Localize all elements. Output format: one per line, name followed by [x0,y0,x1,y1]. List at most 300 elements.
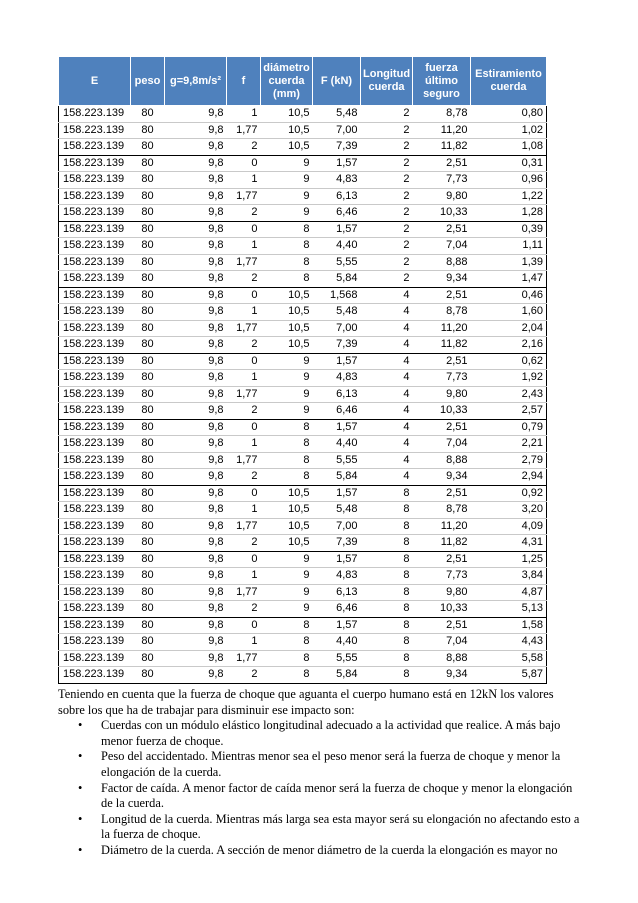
table-cell: 8 [361,601,413,618]
table-cell: 6,46 [313,205,361,222]
table-cell: 9,8 [165,353,227,370]
table-cell: 1,08 [471,139,547,156]
table-cell: 1,77 [227,650,261,667]
table-cell: 9,34 [413,667,471,684]
table-cell: 158.223.139 [59,502,131,519]
table-cell: 4 [361,469,413,486]
list-item-text: Peso del accidentado. Mientras menor sea el peso menor será la fuerza de choque y menor la elongación de la cuerda. [101,749,561,779]
table-cell: 8 [261,419,313,436]
table-cell: 5,84 [313,271,361,288]
table-row [59,584,547,601]
table-row [59,650,547,667]
table-cell: 8 [261,634,313,651]
list-item [58,718,582,749]
table-cell: 11,20 [413,518,471,535]
table-cell: 2 [361,271,413,288]
table-cell: 158.223.139 [59,172,131,189]
table-cell: 4 [361,320,413,337]
table-cell: 9,8 [165,155,227,172]
table-cell: 10,5 [261,320,313,337]
table-cell: 1,57 [313,485,361,502]
table-cell: 9,34 [413,271,471,288]
table-cell: 9,8 [165,370,227,387]
list-item [58,749,582,780]
table-cell: 9 [261,155,313,172]
table-cell: 4 [361,403,413,420]
table-cell: 9,8 [165,386,227,403]
table-cell: 1,77 [227,452,261,469]
table-cell: 2,51 [413,551,471,568]
table-cell: 0 [227,419,261,436]
table-cell: 2,51 [413,221,471,238]
table-cell: 158.223.139 [59,221,131,238]
table-cell: 0 [227,617,261,634]
table-cell: 4,83 [313,172,361,189]
table-cell: 5,55 [313,254,361,271]
table-cell: 2,43 [471,386,547,403]
table-cell: 9,8 [165,320,227,337]
table-row [59,353,547,370]
table-cell: 8 [361,634,413,651]
table-cell: 8 [261,238,313,255]
table-cell: 8,88 [413,254,471,271]
table-cell: 2 [227,601,261,618]
header-fuerza: F (kN) [313,57,361,106]
table-row [59,502,547,519]
table-cell: 80 [131,386,165,403]
table-cell: 9,80 [413,584,471,601]
table-cell: 4,43 [471,634,547,651]
table-cell: 9,8 [165,221,227,238]
table-cell: 2 [361,188,413,205]
list-item-text: Longitud de la cuerda. Mientras más larga sea esta mayor será su elongación no afectando esto a la fuerza de choque. [101,811,580,842]
table-row [59,568,547,585]
table-cell: 7,00 [313,518,361,535]
table-cell: 7,00 [313,122,361,139]
table-cell: 80 [131,469,165,486]
table-cell: 0,31 [471,155,547,172]
table-cell: 158.223.139 [59,304,131,321]
table-cell: 10,5 [261,139,313,156]
table-cell: 8,78 [413,106,471,123]
table-cell: 0,39 [471,221,547,238]
list-item [58,781,582,812]
factor-list [58,718,582,858]
table-cell: 8 [261,667,313,684]
table-cell: 8,88 [413,650,471,667]
table-cell: 7,04 [413,634,471,651]
table-row [59,271,547,288]
table-cell: 1,57 [313,419,361,436]
table-cell: 1,92 [471,370,547,387]
table-cell: 9,8 [165,403,227,420]
table-cell: 80 [131,155,165,172]
table-cell: 80 [131,485,165,502]
table-cell: 9,8 [165,650,227,667]
table-cell: 1,77 [227,584,261,601]
table-cell: 0 [227,155,261,172]
table-cell: 1 [227,106,261,123]
table-cell: 158.223.139 [59,271,131,288]
table-cell: 1,57 [313,617,361,634]
table-cell: 1,77 [227,386,261,403]
table-cell: 158.223.139 [59,386,131,403]
table-cell: 2,79 [471,452,547,469]
list-item [58,843,582,859]
table-cell: 8 [361,650,413,667]
table-cell: 158.223.139 [59,601,131,618]
table-cell: 11,82 [413,337,471,354]
table-cell: 0,46 [471,287,547,304]
header-row [59,57,547,106]
table-cell: 2 [361,155,413,172]
table-cell: 158.223.139 [59,568,131,585]
header-longitud: Longitud cuerda [361,57,413,106]
table-row [59,485,547,502]
table-cell: 4,83 [313,568,361,585]
table-cell: 0,80 [471,106,547,123]
table-row [59,155,547,172]
table-row [59,634,547,651]
table-cell: 1,57 [313,353,361,370]
table-cell: 80 [131,139,165,156]
table-cell: 1,57 [313,221,361,238]
table-cell: 2 [361,238,413,255]
table-cell: 2,51 [413,353,471,370]
table-cell: 10,5 [261,287,313,304]
table-cell: 9,8 [165,535,227,552]
table-cell: 158.223.139 [59,617,131,634]
table-cell: 8 [361,568,413,585]
table-cell: 4,40 [313,634,361,651]
table-cell: 1,58 [471,617,547,634]
table-cell: 9,8 [165,568,227,585]
table-row [59,254,547,271]
table-cell: 5,48 [313,304,361,321]
table-cell: 9 [261,568,313,585]
table-cell: 1 [227,568,261,585]
table-cell: 7,04 [413,238,471,255]
table-row [59,122,547,139]
table-cell: 1,22 [471,188,547,205]
table-cell: 2,51 [413,617,471,634]
table-cell: 1,28 [471,205,547,222]
table-cell: 2,51 [413,419,471,436]
table-cell: 1,39 [471,254,547,271]
table-cell: 0,92 [471,485,547,502]
table-row [59,436,547,453]
table-cell: 2 [361,172,413,189]
table-cell: 11,20 [413,320,471,337]
table-cell: 2 [227,337,261,354]
table-cell: 10,5 [261,518,313,535]
table-row [59,469,547,486]
table-cell: 158.223.139 [59,469,131,486]
table-row [59,667,547,684]
table-cell: 2 [227,469,261,486]
table-cell: 9,8 [165,584,227,601]
table-cell: 6,13 [313,584,361,601]
table-cell: 80 [131,403,165,420]
table-cell: 5,84 [313,469,361,486]
table-cell: 80 [131,667,165,684]
table-row [59,172,547,189]
table-cell: 2 [227,139,261,156]
table-cell: 3,20 [471,502,547,519]
table-row [59,617,547,634]
table-cell: 9,8 [165,667,227,684]
table-cell: 8,88 [413,452,471,469]
table-cell: 80 [131,287,165,304]
table-cell: 9 [261,188,313,205]
table-cell: 158.223.139 [59,436,131,453]
bullet-icon: • [78,780,83,795]
table-cell: 1,25 [471,551,547,568]
table-cell: 9,8 [165,551,227,568]
table-cell: 2,16 [471,337,547,354]
table-cell: 8 [261,469,313,486]
table-cell: 0,96 [471,172,547,189]
table-cell: 80 [131,271,165,288]
table-cell: 9,8 [165,617,227,634]
table-row [59,304,547,321]
table-cell: 158.223.139 [59,485,131,502]
table-cell: 2 [227,205,261,222]
table-cell: 80 [131,205,165,222]
table-cell: 0 [227,485,261,502]
table-cell: 80 [131,353,165,370]
table-cell: 7,04 [413,436,471,453]
table-cell: 1,02 [471,122,547,139]
table-cell: 9,8 [165,469,227,486]
table-cell: 158.223.139 [59,650,131,667]
intro-paragraph: Teniendo en cuenta que la fuerza de choque que aguanta el cuerpo humano está en 12kN los valores sobre los que ha de trabajar para disminuir ese impacto son: [58,687,554,717]
table-cell: 8 [361,535,413,552]
table-cell: 2 [227,667,261,684]
table-cell: 8 [361,502,413,519]
table-cell: 158.223.139 [59,518,131,535]
table-cell: 9 [261,370,313,387]
table-cell: 158.223.139 [59,452,131,469]
table-cell: 1,77 [227,320,261,337]
table-cell: 10,5 [261,106,313,123]
table-cell: 5,87 [471,667,547,684]
header-peso: peso [131,57,165,106]
table-cell: 1,77 [227,254,261,271]
table-cell: 8 [361,667,413,684]
table-cell: 6,46 [313,403,361,420]
table-cell: 4,40 [313,238,361,255]
table-cell: 158.223.139 [59,139,131,156]
table-cell: 2 [227,535,261,552]
table-cell: 80 [131,535,165,552]
table-cell: 7,00 [313,320,361,337]
table-cell: 9,8 [165,634,227,651]
bullet-icon: • [78,718,83,733]
table-cell: 8 [261,254,313,271]
table-cell: 158.223.139 [59,287,131,304]
table-cell: 80 [131,634,165,651]
table-cell: 80 [131,617,165,634]
list-item-text: Cuerdas con un módulo elástico longitudinal adecuado a la actividad que realice. A más bajo menor fuerza de choque. [101,718,561,748]
table-cell: 80 [131,188,165,205]
table-cell: 1,57 [313,551,361,568]
table-cell: 2 [361,122,413,139]
table-cell: 8 [261,271,313,288]
rope-data-table [58,56,547,684]
table-row [59,139,547,156]
table-cell: 80 [131,568,165,585]
table-cell: 9,8 [165,419,227,436]
body-text [58,687,582,859]
header-g: g=9,8m/s² [165,57,227,106]
table-cell: 2 [361,221,413,238]
table-cell: 1,77 [227,188,261,205]
table-cell: 8,78 [413,304,471,321]
table-cell: 9,80 [413,188,471,205]
table-cell: 4 [361,386,413,403]
table-cell: 9 [261,205,313,222]
table-cell: 158.223.139 [59,320,131,337]
table-cell: 7,39 [313,535,361,552]
table-row [59,106,547,123]
table-cell: 10,33 [413,601,471,618]
table-row [59,386,547,403]
list-item-text: Factor de caída. A menor factor de caída menor será la fuerza de choque y menor la elongación de la cuerda. [101,780,573,811]
table-cell: 1,568 [313,287,361,304]
table-cell: 8 [361,584,413,601]
table-cell: 158.223.139 [59,188,131,205]
table-cell: 4,87 [471,584,547,601]
table-cell: 1,57 [313,155,361,172]
table-cell: 8 [361,485,413,502]
table-cell: 2 [227,403,261,420]
table-cell: 8 [261,617,313,634]
table-row [59,320,547,337]
table-cell: 2,04 [471,320,547,337]
table-cell: 0 [227,287,261,304]
table-cell: 158.223.139 [59,155,131,172]
table-cell: 10,33 [413,205,471,222]
table-cell: 2,51 [413,485,471,502]
table-cell: 158.223.139 [59,535,131,552]
table-cell: 9 [261,551,313,568]
table-cell: 9,8 [165,518,227,535]
table-cell: 9 [261,403,313,420]
table-cell: 0 [227,221,261,238]
table-cell: 6,13 [313,188,361,205]
table-cell: 8 [261,452,313,469]
table-cell: 9,8 [165,172,227,189]
table-cell: 1 [227,172,261,189]
table-cell: 0 [227,551,261,568]
table-cell: 158.223.139 [59,584,131,601]
table-row [59,452,547,469]
table-cell: 10,5 [261,535,313,552]
table-cell: 5,58 [471,650,547,667]
table-row [59,337,547,354]
table-cell: 1,77 [227,122,261,139]
table-cell: 80 [131,221,165,238]
table-cell: 7,73 [413,172,471,189]
bullet-icon: • [78,749,83,764]
table-cell: 158.223.139 [59,634,131,651]
table-cell: 80 [131,337,165,354]
table-row [59,238,547,255]
table-cell: 2 [361,205,413,222]
table-cell: 10,33 [413,403,471,420]
table-row [59,535,547,552]
table-cell: 1,47 [471,271,547,288]
table-cell: 80 [131,601,165,618]
list-item-text: Diámetro de la cuerda. A sección de menor diámetro de la cuerda la elongación es mayor no [101,842,558,857]
table-cell: 9,8 [165,205,227,222]
table-cell: 9 [261,172,313,189]
table-cell: 158.223.139 [59,370,131,387]
table-cell: 4 [361,452,413,469]
table-cell: 9,80 [413,386,471,403]
table-cell: 9,8 [165,254,227,271]
table-cell: 9,8 [165,188,227,205]
table-cell: 158.223.139 [59,205,131,222]
table-cell: 4 [361,337,413,354]
table-cell: 2,57 [471,403,547,420]
table-cell: 8 [361,617,413,634]
table-cell: 4,31 [471,535,547,552]
table-cell: 7,39 [313,139,361,156]
table-cell: 80 [131,452,165,469]
table-cell: 9,8 [165,436,227,453]
table-cell: 4 [361,370,413,387]
table-cell: 80 [131,419,165,436]
table-cell: 10,5 [261,122,313,139]
table-cell: 2 [361,106,413,123]
table-cell: 9,8 [165,238,227,255]
table-cell: 80 [131,502,165,519]
table-cell: 80 [131,518,165,535]
table-cell: 80 [131,551,165,568]
table-cell: 5,84 [313,667,361,684]
table-cell: 6,46 [313,601,361,618]
table-cell: 0 [227,353,261,370]
table-cell: 80 [131,584,165,601]
table-cell: 9,8 [165,485,227,502]
table-cell: 1 [227,502,261,519]
table-cell: 4,40 [313,436,361,453]
table-cell: 4 [361,436,413,453]
table-cell: 4,09 [471,518,547,535]
table-cell: 9 [261,353,313,370]
table-cell: 0,62 [471,353,547,370]
table-cell: 1 [227,634,261,651]
table-cell: 5,55 [313,452,361,469]
table-cell: 8 [261,221,313,238]
table-cell: 9,8 [165,601,227,618]
table-row [59,518,547,535]
table-cell: 2,51 [413,155,471,172]
table-cell: 10,5 [261,304,313,321]
table-cell: 9,8 [165,271,227,288]
table-cell: 8 [261,436,313,453]
table-cell: 158.223.139 [59,238,131,255]
table-row [59,205,547,222]
table-cell: 8,78 [413,502,471,519]
table-cell: 1 [227,238,261,255]
table-cell: 9,34 [413,469,471,486]
table-body [59,106,547,684]
table-row [59,403,547,420]
table-cell: 10,5 [261,502,313,519]
